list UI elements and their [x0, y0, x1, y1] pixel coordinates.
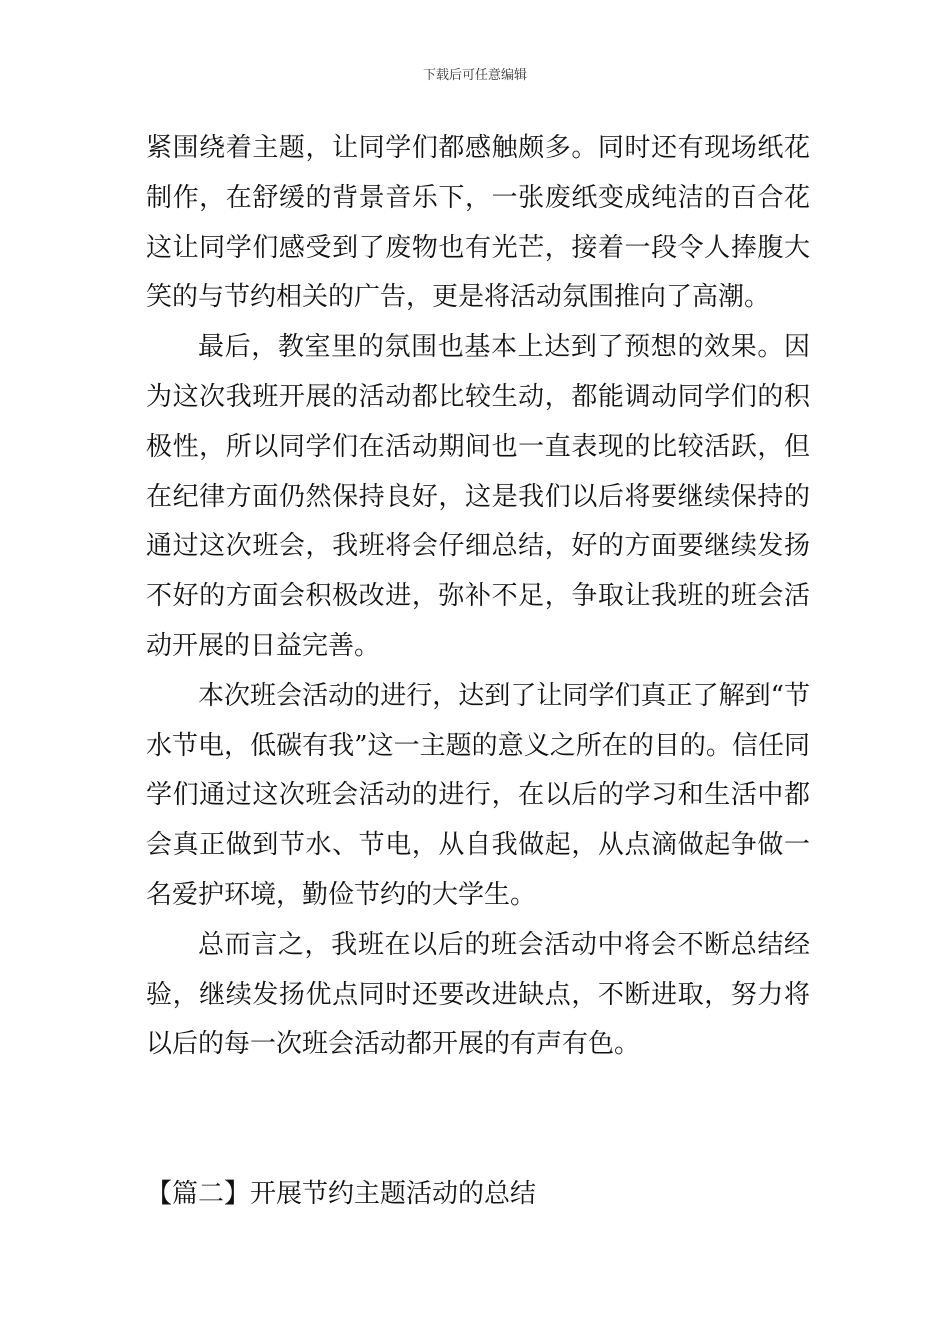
paragraph-4: 总而言之，我班在以后的班会活动中将会不断总结经验，继续发扬优点同时还要改进缺点，不断进取，努力将以后的每一次班会活动都开展的有声有色。	[146, 929, 810, 1060]
page-header: 下载后可任意编辑	[422, 68, 527, 83]
section-title: 【篇二】开展节约主题活动的总结	[146, 1179, 537, 1209]
paragraph-3: 本次班会活动的进行，达到了让同学们真正了解到“节水节电，低碳有我”这一主题的意义之所在的目的。信任同学们通过这次班会活动的进行，在以后的学习和生活中都会真正做到节水、节电，从自我做起，从点滴做起争做一名爱护环境，勤俭节约的大学生。	[146, 680, 810, 910]
paragraph-1: 紧围绕着主题，让同学们都感触颇多。同时还有现场纸花制作，在舒缓的背景音乐下，一张废纸变成纯洁的百合花这让同学们感受到了废物也有光芒，接着一段令人捧腹大笑的与节约相关的广告，更是将活动氛围推向了高潮。	[146, 133, 810, 313]
body-text	[146, 124, 810, 1070]
paragraph-2: 最后，教室里的氛围也基本上达到了预想的效果。因为这次我班开展的活动都比较生动，都能调动同学们的积极性，所以同学们在活动期间也一直表现的比较活跃，但在纪律方面仍然保持良好，这是我们以后将要继续保持的通过这次班会，我班将会仔细总结，好的方面要继续发扬不好的方面会积极改进，弥补不足，争取让我班的班会活动开展的日益完善。	[146, 332, 810, 661]
